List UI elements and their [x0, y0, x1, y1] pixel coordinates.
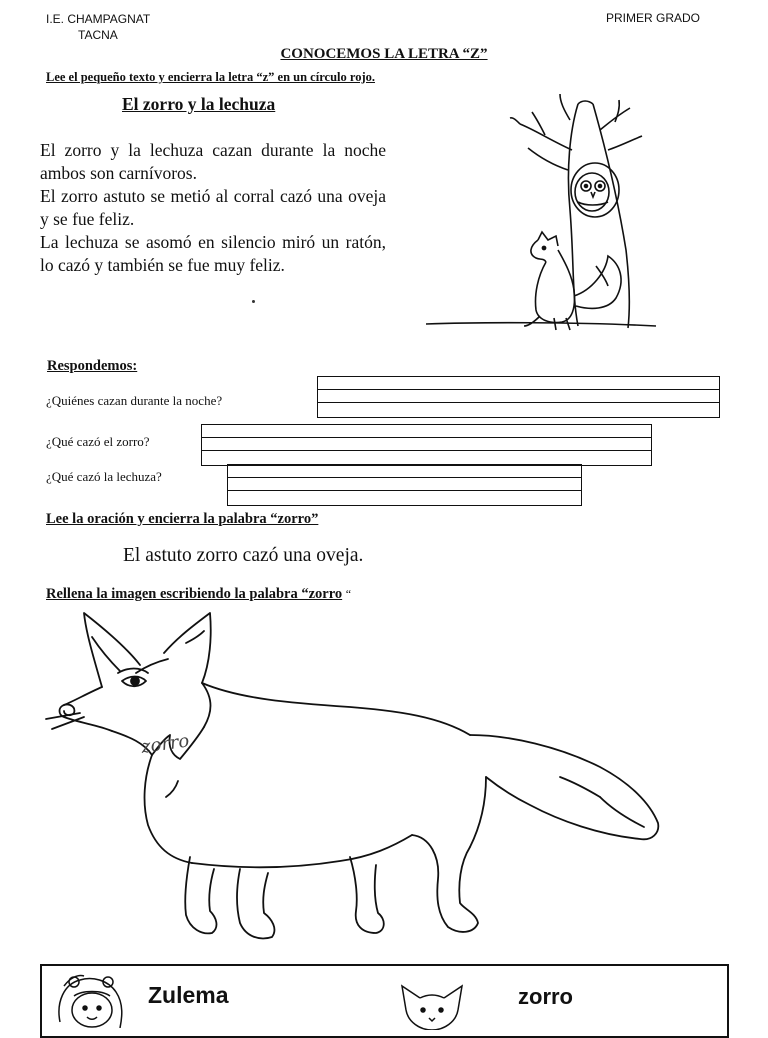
answer-lines-1[interactable]	[317, 376, 720, 418]
instruction-circle-word: Lee la oración y encierra la palabra “zorro”	[46, 511, 319, 527]
instruction-circle-z: Lee el pequeño texto y encierra la letra “z” en un círculo rojo.	[46, 70, 375, 84]
girl-face-icon	[52, 972, 130, 1028]
sentence-text: El astuto zorro cazó una oveja.	[123, 545, 364, 566]
question-2: ¿Qué cazó el zorro?	[46, 434, 150, 449]
answer-lines-2[interactable]	[201, 424, 652, 466]
tree-owl-fox-illustration	[420, 90, 660, 335]
answer-lines-3[interactable]	[227, 464, 582, 506]
story-text	[40, 139, 386, 277]
name-label-zorro: zorro	[518, 984, 573, 1009]
story-paragraph: La lechuza se asomó en silencio miró un ratón, lo cazó y también se fue muy feliz.	[40, 232, 386, 275]
story-paragraph: El zorro y la lechuza cazan durante la noche ambos son carnívoros.	[40, 140, 386, 183]
speck	[252, 300, 255, 303]
worksheet-title: CONOCEMOS LA LETRA “Z”	[280, 46, 488, 62]
question-1: ¿Quiénes cazan durante la noche?	[46, 393, 223, 408]
story-title: El zorro y la lechuza	[122, 94, 276, 114]
fox-handwritten-word: zorro	[139, 730, 191, 758]
fox-face-icon	[396, 980, 468, 1030]
instruction-fill-text: Rellena la imagen escribiendo la palabra “zorro	[46, 586, 343, 602]
respond-heading: Respondemos:	[47, 358, 138, 374]
fox-illustration	[40, 607, 680, 957]
name-card-box	[40, 964, 729, 1038]
story-paragraph: El zorro astuto se metió al corral cazó una oveja y se fue feliz.	[40, 186, 386, 229]
school-line-2: TACNA	[78, 28, 118, 42]
question-3: ¿Qué cazó la lechuza?	[46, 469, 162, 484]
name-label-zulema: Zulema	[148, 982, 229, 1008]
instruction-fill-image	[46, 586, 351, 603]
school-name	[46, 11, 150, 43]
instruction-fill-quote: “	[345, 587, 352, 601]
grade-label: PRIMER GRADO	[605, 11, 700, 25]
school-line-1: I.E. CHAMPAGNAT	[46, 12, 151, 26]
